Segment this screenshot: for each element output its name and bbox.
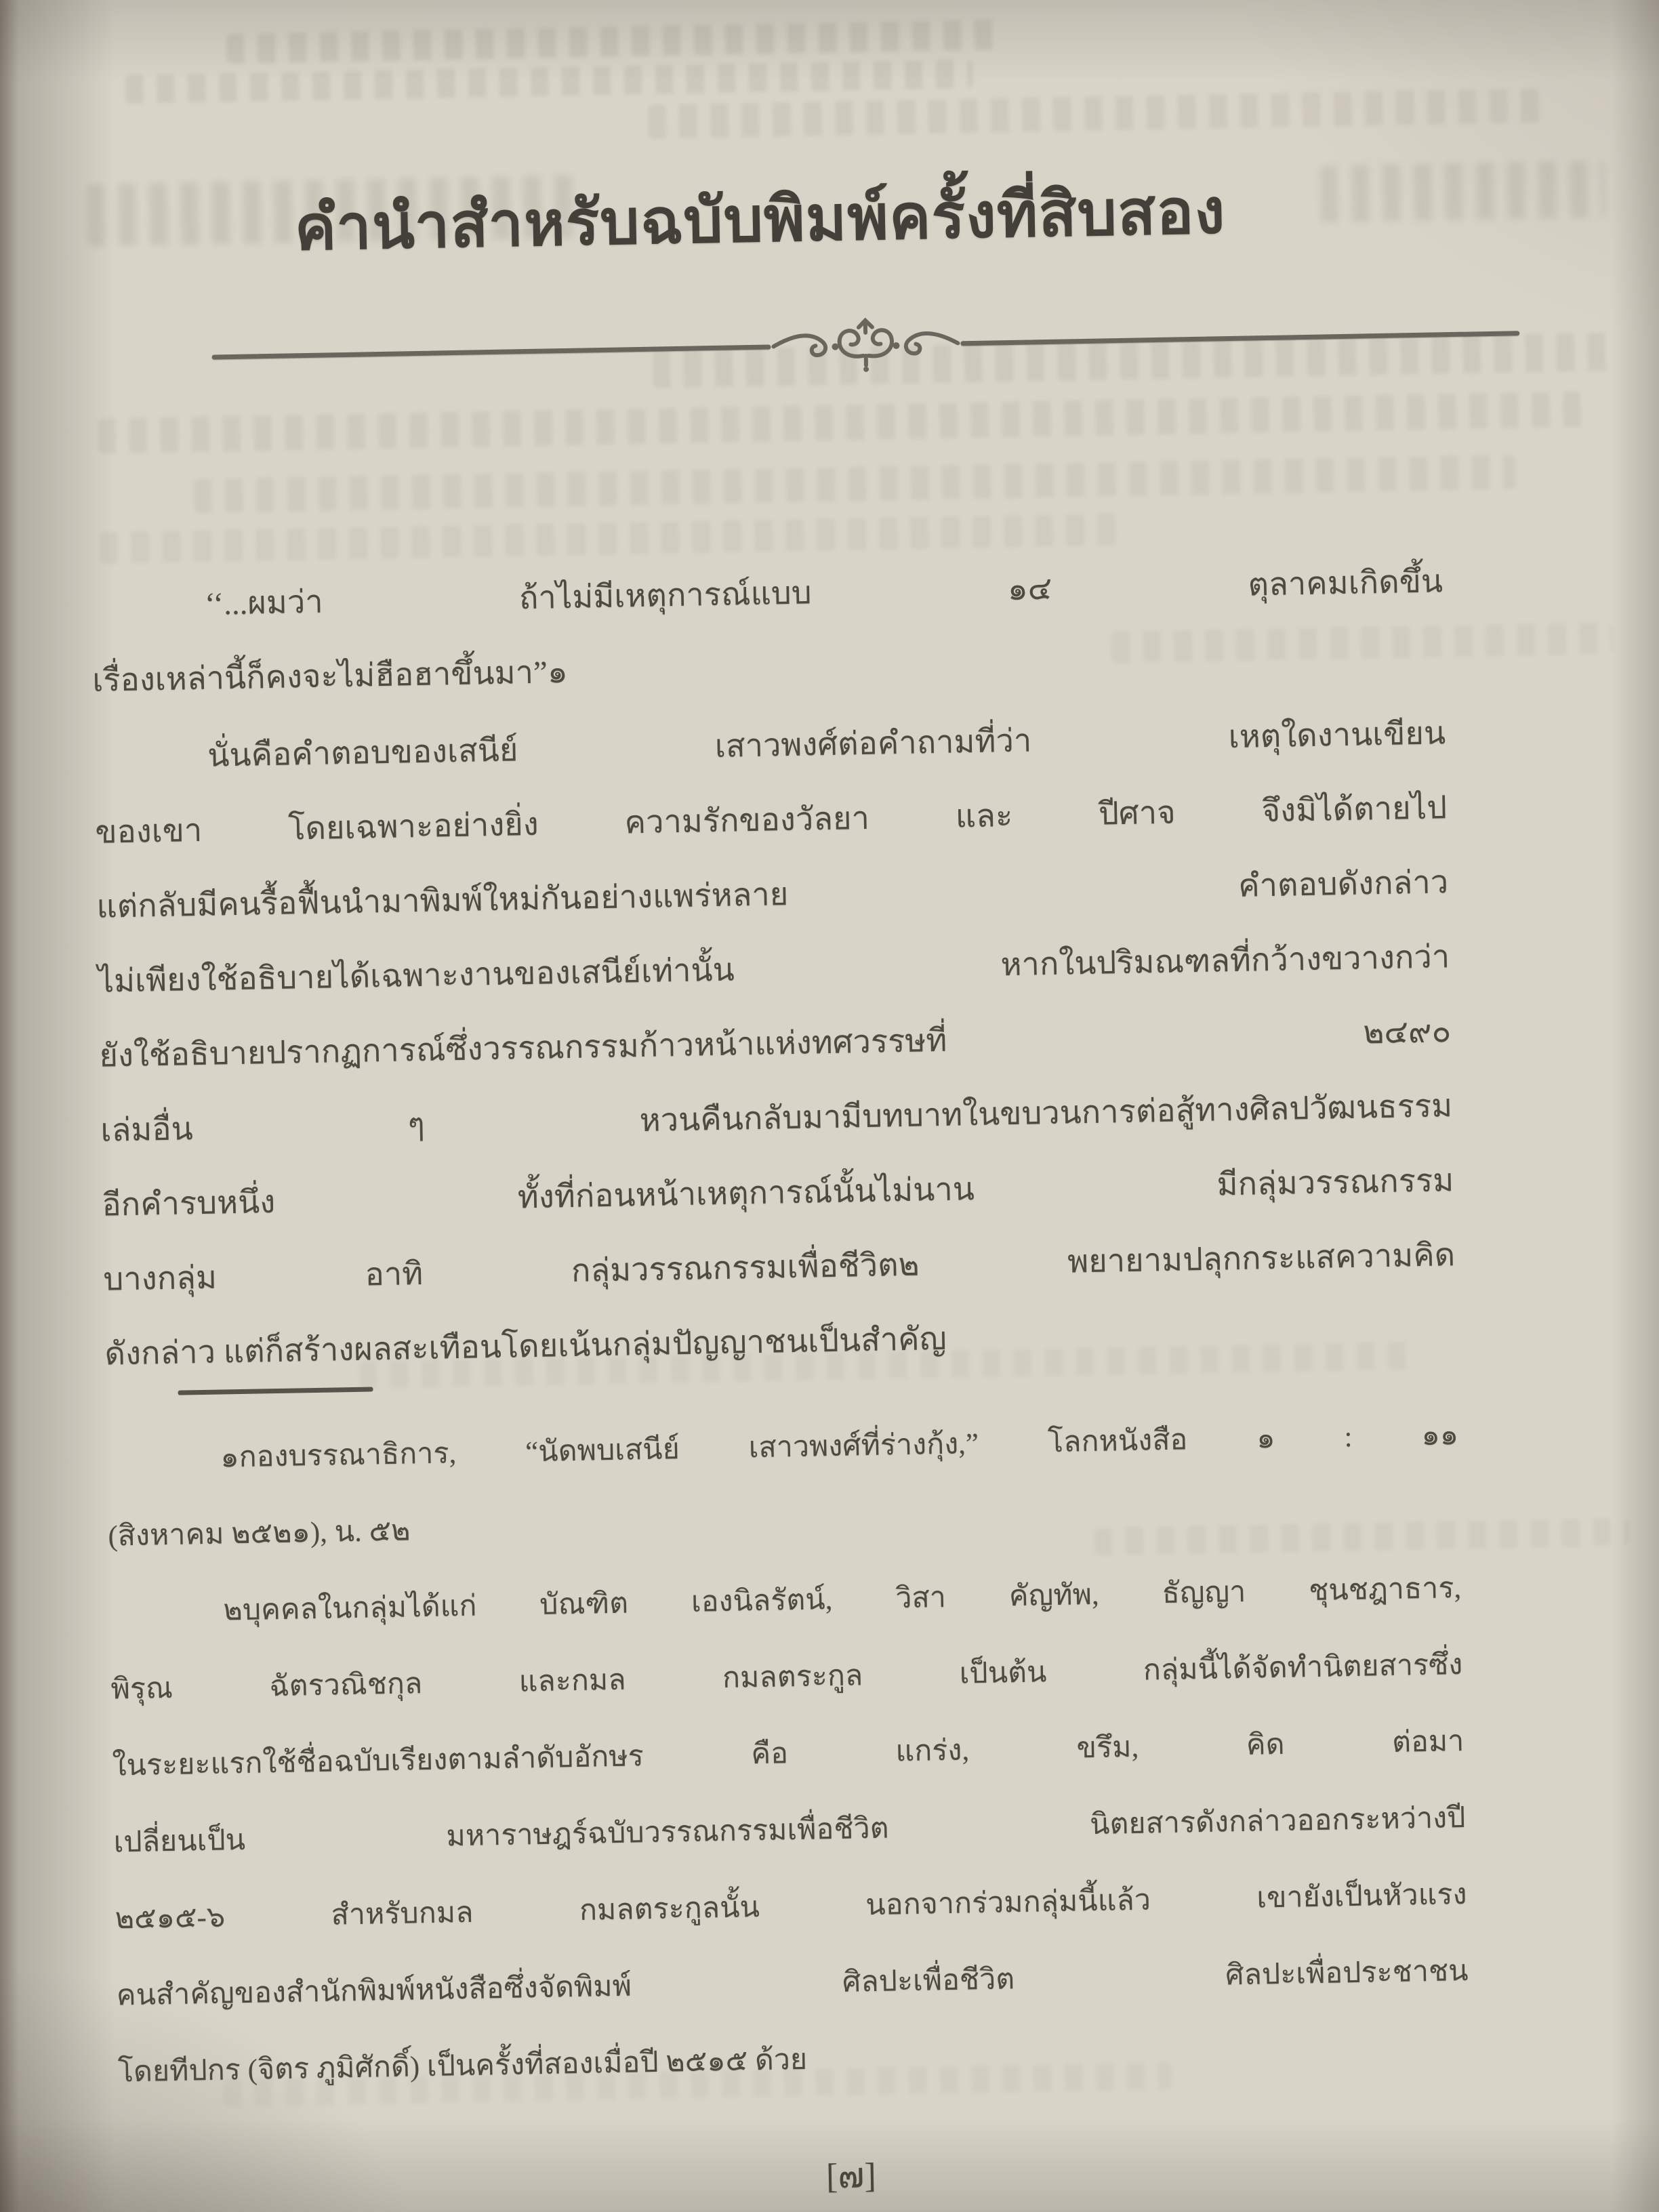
quote-line: ‘‘...ผมว่า ถ้าไม่มีเหตุการณ์แบบ ๑๔ ตุลาคมเกิดขึ้น — [204, 564, 1443, 622]
body-line: ของเขา โดยเฉพาะอย่างยิ่ง ความรักของวัลยา และ ปีศาจ จึงมิได้ตายไป — [94, 790, 1448, 851]
page-number: [๗] — [825, 2156, 877, 2196]
footnote-1 — [106, 1397, 1460, 1575]
body-paragraph — [93, 696, 1457, 1391]
body-line: ยังใช้อธิบายปรากฏการณ์ซึ่งวรรณกรรมก้าวหน้าแห่งทศวรรษที่ ๒๔๙๐ — [98, 1014, 1452, 1074]
footnote-2 — [108, 1550, 1470, 2110]
bleedthrough-ghost — [125, 60, 973, 104]
footnote-line: คนสำคัญของสำนักพิมพ์หนังสือซึ่งจัดพิมพ์ ศิลปะเพื่อชีวิต ศิลปะเพื่อประชาชน — [116, 1954, 1469, 2012]
body-line: นั่นคือคำตอบของเสนีย์ เสาวพงศ์ต่อคำถามที่ว่า เหตุใดงานเขียน — [207, 716, 1446, 774]
footnote-line: พิรุณ ฉัตรวณิชกุล และกมล กมลตระกูล เป็นต้น กลุ่มนี้ได้จัดทำนิตยสารซึ่ง — [110, 1649, 1463, 1706]
bleedthrough-ghost — [194, 455, 1516, 513]
page-title: คำนำสำหรับฉบับพิมพ์ครั้งที่สิบสอง — [293, 177, 1227, 264]
quote-block — [90, 544, 1445, 718]
body-line: เล่มอื่น ๆ หวนคืนกลับมามีบทบาทในขบวนการต่อสู้ทางศิลปวัฒนธรรม — [100, 1088, 1453, 1149]
bleedthrough-ghost — [648, 88, 1550, 138]
bleedthrough-ghost — [98, 391, 1589, 453]
footnote-line: ในระยะแรกใช้ชื่อฉบับเรียงตามลำดับอักษร คือ แกร่ง, ขรึม, คิด ต่อมา — [112, 1725, 1465, 1782]
divider-rule-left — [212, 344, 771, 359]
body-line: ดังกล่าว แต่ก็สร้างผลสะเทือนโดยเน้นกลุ่มปัญญาชนเป็นสำคัญ — [104, 1321, 947, 1372]
footnote-line: ๒๕๑๕-๖ สำหรับกมล กมลตระกูลนั้น นอกจากร่วมกลุ่มนี้แล้ว เขายังเป็นหัวแรง — [115, 1878, 1467, 1936]
footnote-line: โดยทีปกร (จิตร ภูมิศักดิ์) เป็นครั้งที่สองเมื่อปี ๒๕๑๕ ด้วย — [117, 2043, 808, 2089]
footnote-line: (สิงหาคม ๒๕๒๑), น. ๕๒ — [108, 1515, 411, 1553]
body-line: บางกลุ่ม อาทิ กลุ่มวรรณกรรมเพื่อชีวิต๒ พยายามปลุกกระแสความคิด — [103, 1237, 1456, 1298]
footnote-line: ๑กองบรรณาธิการ, “นัดพบเสนีย์ เสาวพงศ์ที่ร่างกุ้ง,” โลกหนังสือ ๑ : ๑๑ — [220, 1419, 1459, 1474]
bleedthrough-ghost — [226, 20, 1006, 64]
footnote-line: เปลี่ยนเป็น มหาราษฎร์ฉบับวรรณกรรมเพื่อชีวิต นิตยสารดังกล่าวออกระหว่างปี — [113, 1802, 1466, 1859]
divider-rule-right — [960, 331, 1519, 346]
footnote-line: ๒บุคคลในกลุ่มได้แก่ บัณฑิต เองนิลรัตน์, วิสา คัญทัพ, ธัญญา ชุนชฎาธาร, — [223, 1572, 1462, 1627]
quote-line: เรื่องเหล่านี้ก็คงจะไม่ฮือฮาขึ้นมา”๑ — [91, 655, 569, 699]
body-line: อีกคำรบหนึ่ง ทั้งที่ก่อนหน้าเหตุการณ์นั้นไม่นาน มีกลุ่มวรรณกรรม — [102, 1163, 1454, 1223]
body-line: ไม่เพียงใช้อธิบายได้เฉพาะงานของเสนีย์เท่านั้น หากในปริมณฑลที่กว้างขวางกว่า — [97, 939, 1450, 1000]
body-line: แต่กลับมีคนรื้อฟื้นนำมาพิมพ์ใหม่กันอย่างแพร่หลาย คำตอบดังกล่าว — [96, 865, 1449, 925]
divider-ornament — [771, 310, 962, 379]
section-divider — [211, 300, 1520, 389]
